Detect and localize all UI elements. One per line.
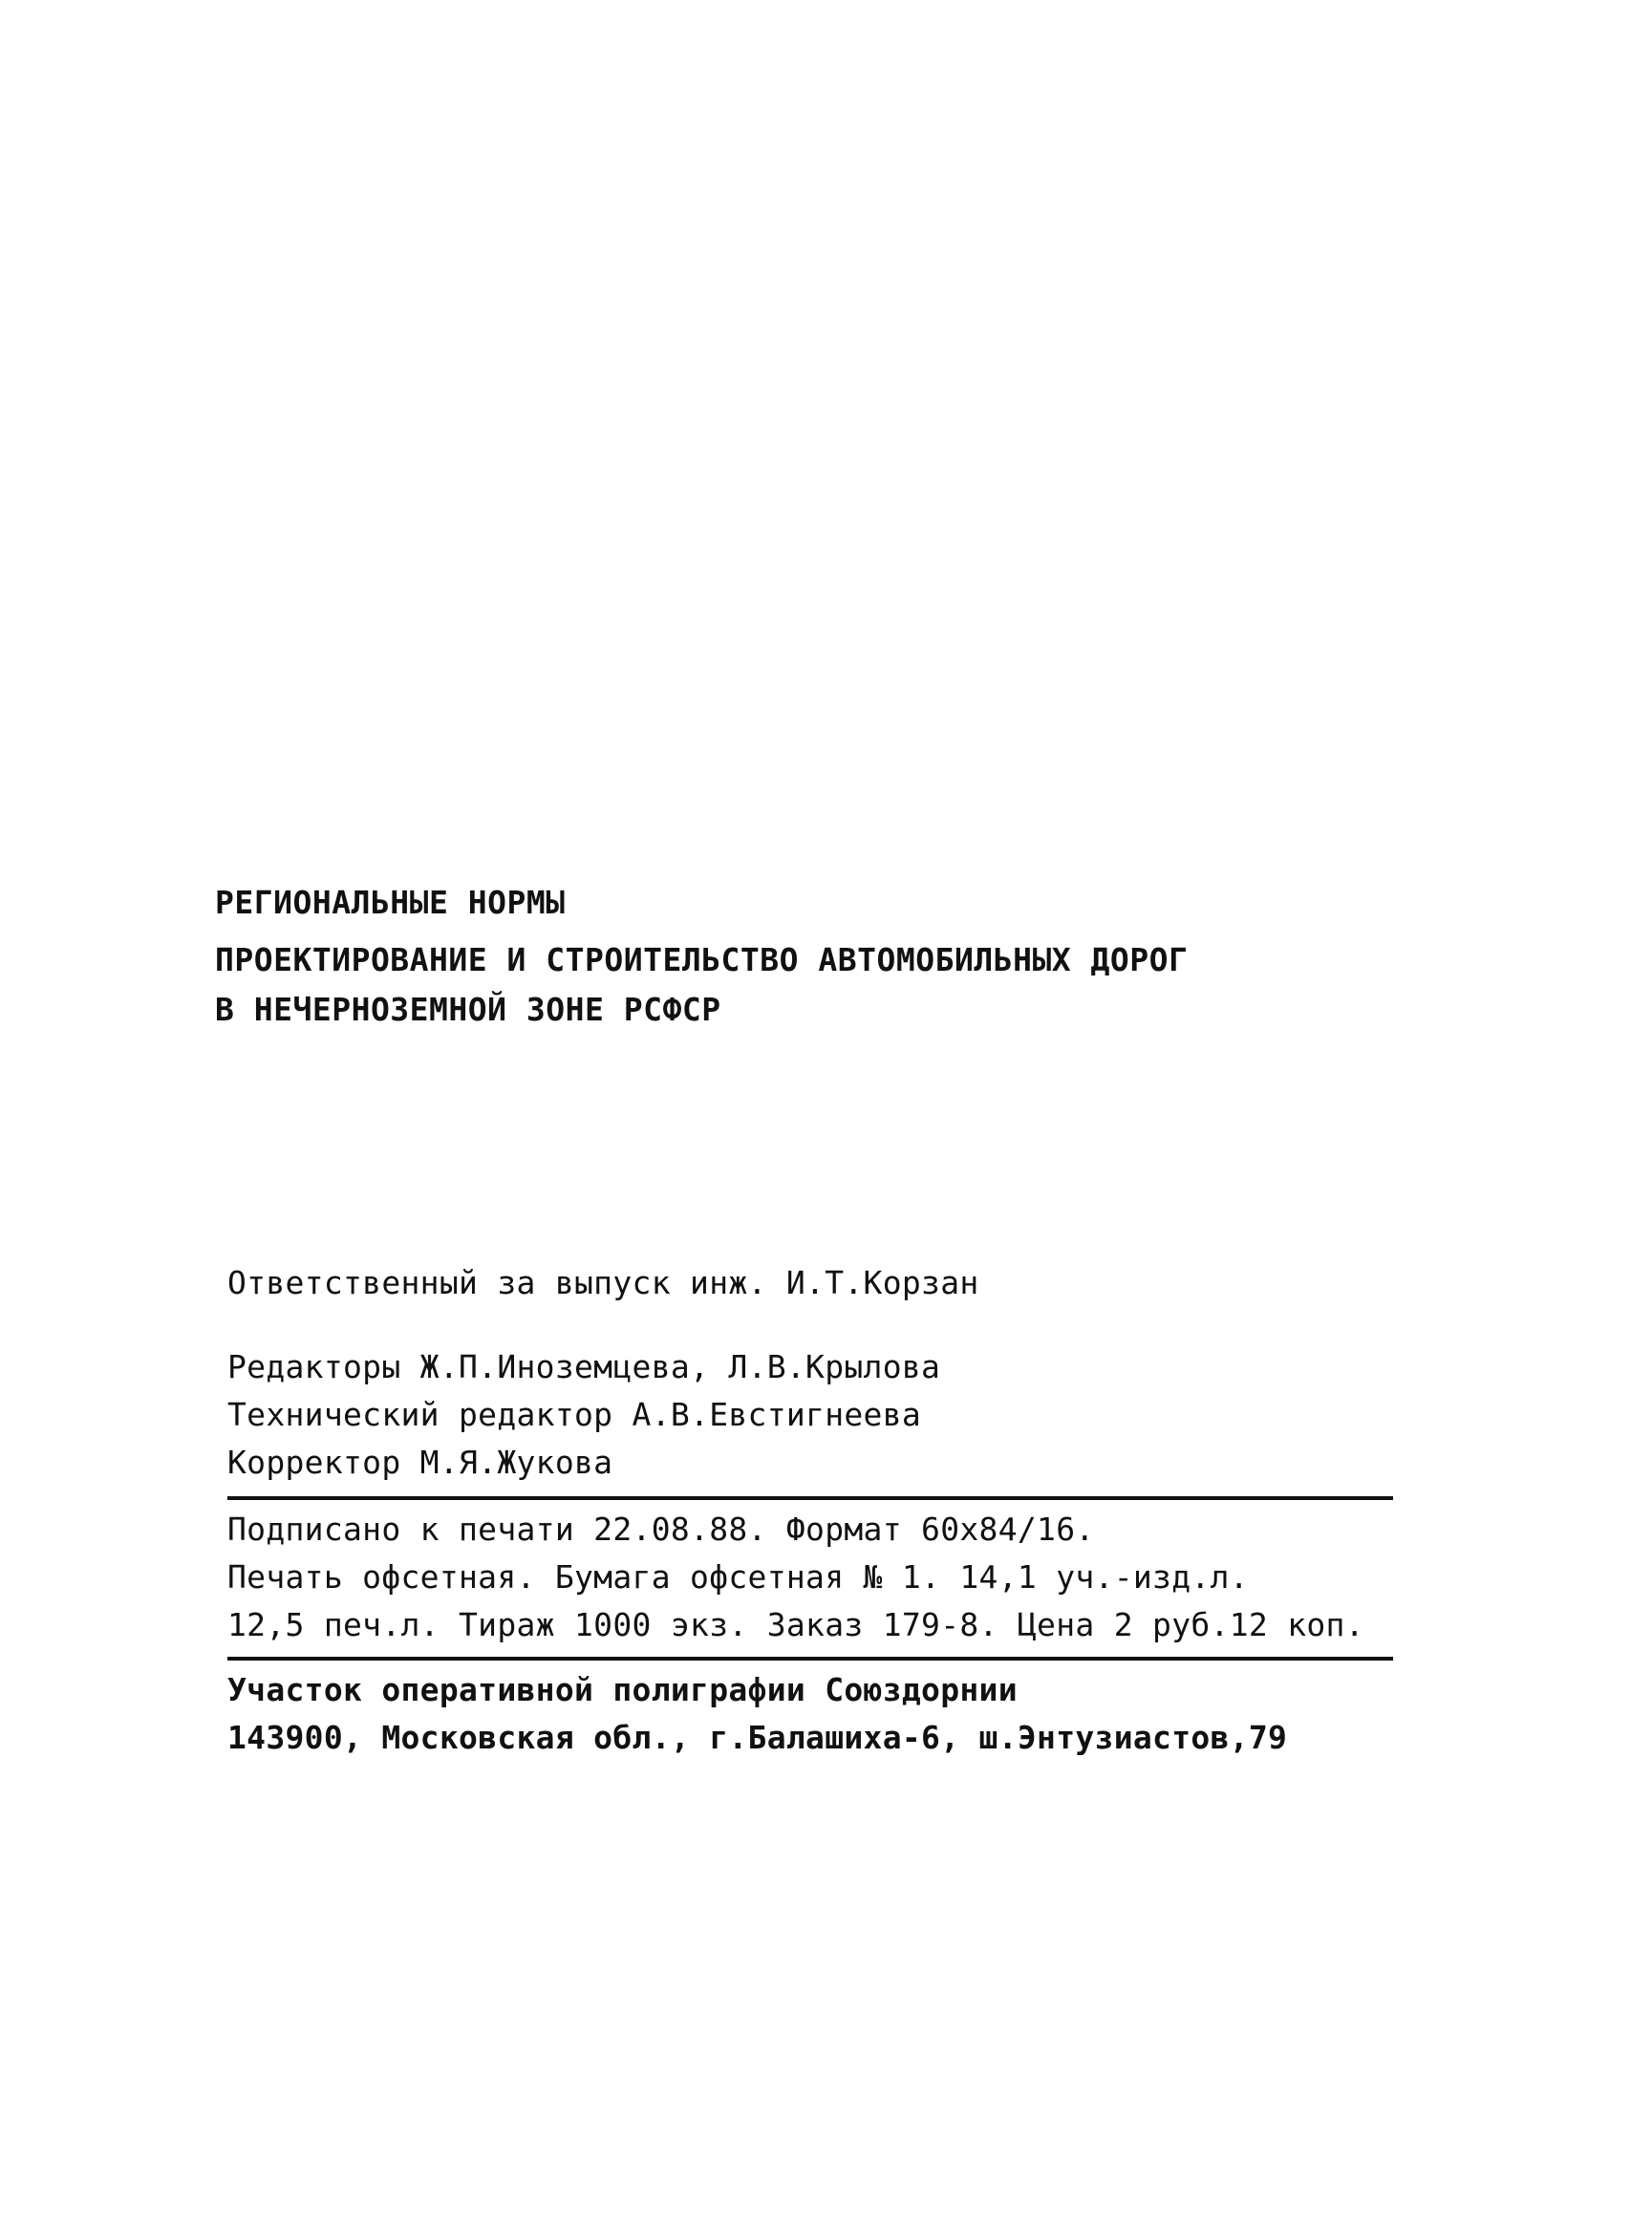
- editors-line: Редакторы Ж.П.Иноземцева, Л.В.Крылова: [227, 1348, 941, 1385]
- document-heading: РЕГИОНАЛЬНЫЕ НОРМЫ: [215, 884, 566, 921]
- proofreader-line: Корректор М.Я.Жукова: [227, 1444, 613, 1481]
- print-info-line-2: Печать офсетная. Бумага офсетная № 1. 14,1 уч.-изд.л.: [227, 1558, 1249, 1596]
- publisher-address-line: 143900, Московская обл., г.Балашиха-6, ш.Энтузиастов,79: [227, 1719, 1288, 1756]
- divider-rule-bottom: [227, 1657, 1393, 1661]
- document-title-line-1: ПРОЕКТИРОВАНИЕ И СТРОИТЕЛЬСТВО АВТОМОБИЛЬНЫХ ДОРОГ: [215, 941, 1189, 978]
- print-info-line-1: Подписано к печати 22.08.88. Формат 60x84/16.: [227, 1511, 1095, 1548]
- tech-editor-line: Технический редактор А.В.Евстигнеева: [227, 1396, 922, 1433]
- divider-rule-top: [227, 1496, 1393, 1500]
- document-title-line-2: В НЕЧЕРНОЗЕМНОЙ ЗОНЕ РСФСР: [215, 991, 721, 1028]
- print-info-line-3: 12,5 печ.л. Тираж 1000 экз. Заказ 179-8. Цена 2 руб.12 коп.: [227, 1606, 1364, 1643]
- publisher-line-1: Участок оперативной полиграфии Союздорнии: [227, 1671, 1018, 1708]
- responsible-line: Ответственный за выпуск инж. И.Т.Корзан: [227, 1264, 979, 1301]
- title-block: [215, 884, 1457, 1029]
- imprint-block: [227, 1259, 1393, 1762]
